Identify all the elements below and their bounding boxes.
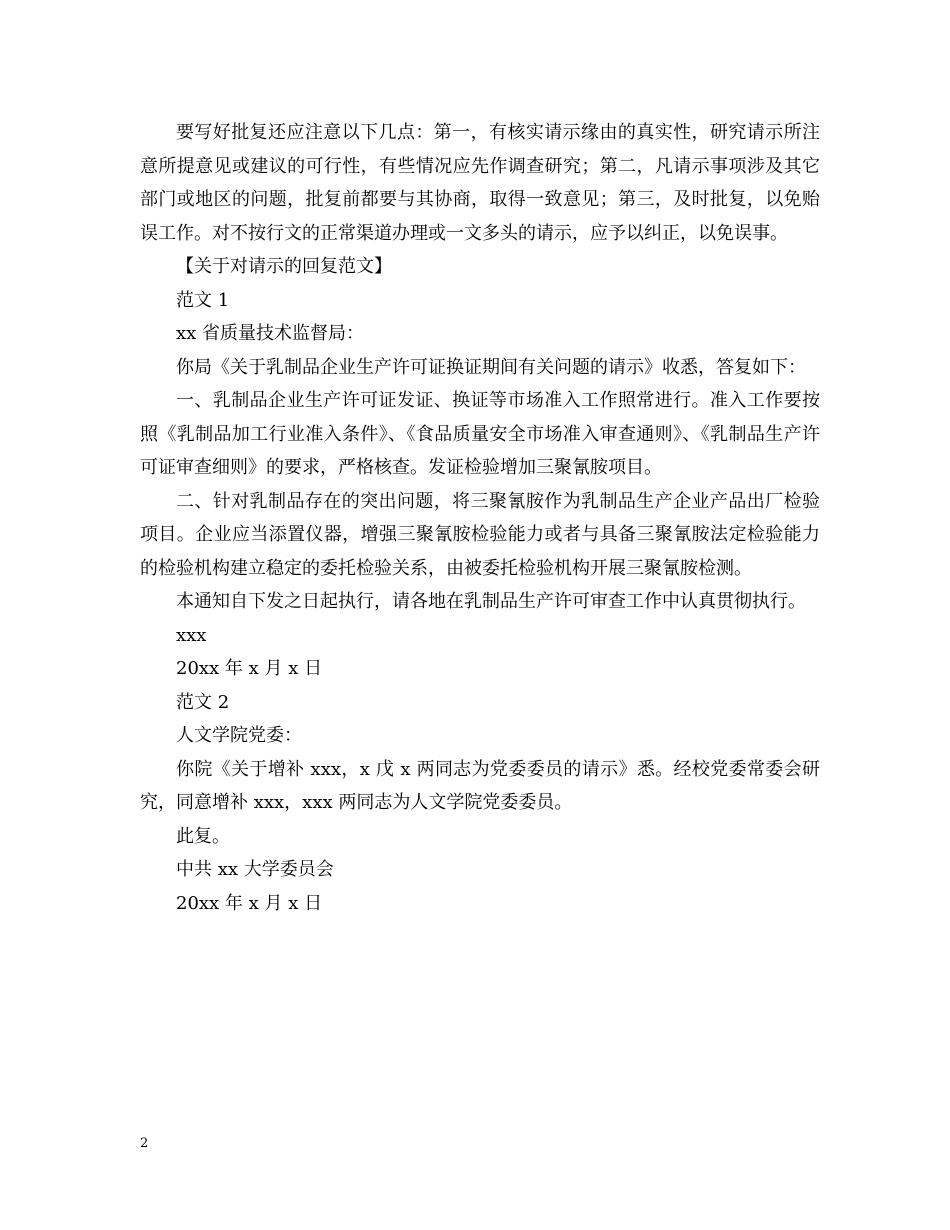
- paragraph-guidelines: 要写好批复还应注意以下几点：第一，有核实请示缘由的真实性，研究请示所注意所提意见或建议的可行性，有些情况应先作调查研究；第二，凡请示事项涉及其它部门或地区的问题，批复前都要与其协商，取得一致意见；第三，及时批复，以免贻误工作。对不按行文的正常渠道办理或一文多头的请示，应予以纠正，以免误事。: [140, 122, 820, 244]
- sample-1-closing: 本通知自下发之日起执行，请各地在乳制品生产许可审查工作中认真贯彻执行。: [176, 591, 806, 612]
- sample-1-addressee: xx 省质量技术监督局：: [176, 323, 365, 344]
- sample-2-signature: 中共 xx 大学委员会: [176, 859, 334, 880]
- sample-1-intro: 你局《关于乳制品企业生产许可证换证期间有关问题的请示》收悉，答复如下：: [176, 356, 806, 378]
- sample-2-body: 你院《关于增补 xxx，x 戊 x 两同志为党委委员的请示》悉。经校党委常委会研究，同意增补 xxx，xxx 两同志为人文学院党委委员。: [140, 758, 820, 813]
- page-number: 2: [140, 1136, 149, 1151]
- sample-1-date: 20xx 年 x 月 x 日: [176, 658, 323, 679]
- section-heading: 【关于对请示的回复范文】: [176, 256, 392, 277]
- sample-1-signature: xxx: [176, 624, 207, 646]
- sample-1-point-2: 二、针对乳制品存在的突出问题，将三聚氰胺作为乳制品生产企业产品出厂检验项目。企业应当添置仪器，增强三聚氰胺检验能力或者与具备三聚氰胺法定检验能力的检验机构建立稳定的委托检验关系，由被委托检验机构开展三聚氰胺检测。: [140, 490, 820, 579]
- sample-2-date: 20xx 年 x 月 x 日: [176, 892, 323, 914]
- sample-2-addressee: 人文学院党委：: [176, 725, 302, 746]
- document-body: [140, 116, 820, 920]
- sample-2-title: 范文 2: [176, 691, 230, 713]
- sample-2-closing: 此复。: [176, 825, 230, 847]
- sample-1-point-1: 一、乳制品企业生产许可证发证、换证等市场准入工作照常进行。准入工作要按照《乳制品加工行业准入条件》、《食品质量安全市场准入审查通则》、《乳制品生产许可证审查细则》的要求，严格核查。发证检验增加三聚氰胺项目。: [140, 390, 820, 478]
- sample-1-title: 范文 1: [176, 289, 230, 311]
